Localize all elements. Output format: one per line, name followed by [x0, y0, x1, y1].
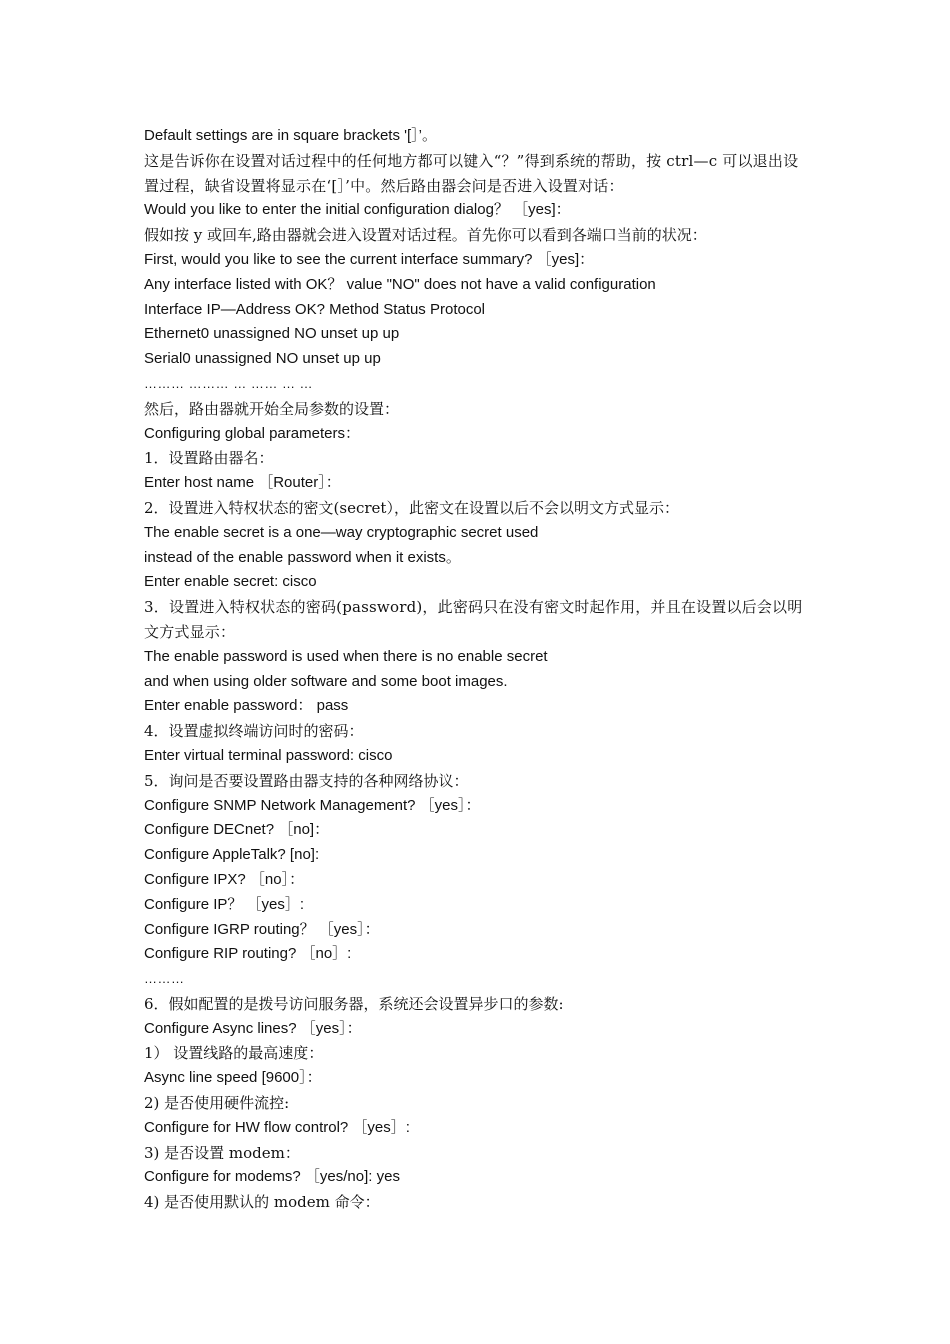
text-line: Enter virtual terminal password: cisco [144, 746, 393, 764]
text-line: Configure for modems? ［yes/no]: yes [144, 1168, 400, 1186]
text-line: 1） 设置线路的最高速度： [144, 1044, 324, 1063]
text-line: First, would you like to see the current interface summary? ［yes]： [144, 250, 595, 268]
text-line: 5．询问是否要设置路由器支持的各种网络协议： [144, 771, 469, 790]
text-line: Configure Async lines? ［yes］： [144, 1019, 362, 1037]
text-paragraph: 这是告诉你在设置对话过程中的任何地方都可以键入“？”得到系统的帮助，按 ctrl—c 可以退出设置过程，缺省设置将显示在‘[］’中。然后路由器会问是否进入设置对话： [144, 151, 799, 195]
text-line: The enable password is used when there is no enable secret [144, 647, 548, 665]
text-line: Configure for HW flow control? ［yes］: [144, 1118, 410, 1136]
text-line: Enter enable password： pass [144, 697, 349, 715]
text-line: and when using older software and some boot images. [144, 672, 508, 690]
text-line: Configure DECnet? ［no]： [144, 821, 330, 839]
text-line: Configure IPX? ［no］： [144, 870, 305, 888]
text-line: 1．设置路由器名： [144, 449, 274, 468]
text-line: Configure AppleTalk? [no]: [144, 846, 320, 864]
text-line: Configuring global parameters： [144, 424, 360, 442]
text-line: 4．设置虚拟终端访问时的密码： [144, 722, 364, 741]
text-line: Any interface listed with OK？ value "NO" does not have a valid configuration [144, 275, 656, 293]
text-line: Configure RIP routing? ［no］: [144, 945, 352, 963]
text-line: 假如按 y 或回车,路由器就会进入设置对话过程。首先你可以看到各端口当前的状况： [144, 226, 707, 245]
text-line: Enter enable secret: cisco [144, 573, 317, 591]
ellipsis-line: ……… [144, 971, 185, 987]
text-line: Configure IP？ ［yes］: [144, 895, 305, 913]
text-line: Default settings are in square brackets '[］’。 [144, 127, 437, 144]
text-line: Configure IGRP routing？ ［yes］： [144, 920, 380, 938]
ellipsis-line: ……… ……… … …… … … [144, 375, 314, 391]
text-line: Interface IP—Address OK? Method Status Protocol [144, 300, 486, 318]
text-line: 2) 是否使用硬件流控: [144, 1094, 290, 1113]
document-page [144, 124, 812, 1215]
text-line: The enable secret is a one—way cryptographic secret used [144, 523, 539, 541]
text-line: 4) 是否使用默认的 modem 命令： [144, 1193, 380, 1212]
text-line: Enter host name ［Router］： [144, 474, 341, 492]
text-line: Configure SNMP Network Management? ［yes］： [144, 796, 481, 814]
text-line: Async line speed [9600］： [144, 1069, 322, 1087]
text-line: instead of the enable password when it exists。 [144, 548, 461, 566]
text-paragraph: 3．设置进入特权状态的密码(password)，此密码只在没有密文时起作用，并且在设置以后会以明文方式显示： [144, 598, 803, 641]
text-line: Ethernet0 unassigned NO unset up up [144, 325, 400, 343]
text-line: 3) 是否设置 modem： [144, 1143, 300, 1162]
text-line: Would you like to enter the initial configuration dialog？ ［yes]： [144, 201, 571, 219]
text-line: 2．设置进入特权状态的密文(secret），此密文在设置以后不会以明文方式显示： [144, 498, 679, 517]
text-line: 然后，路由器就开始全局参数的设置： [144, 399, 400, 418]
text-line: 6．假如配置的是拨号访问服务器，系统还会设置异步口的参数: [144, 994, 564, 1013]
text-line: Serial0 unassigned NO unset up up [144, 350, 381, 368]
